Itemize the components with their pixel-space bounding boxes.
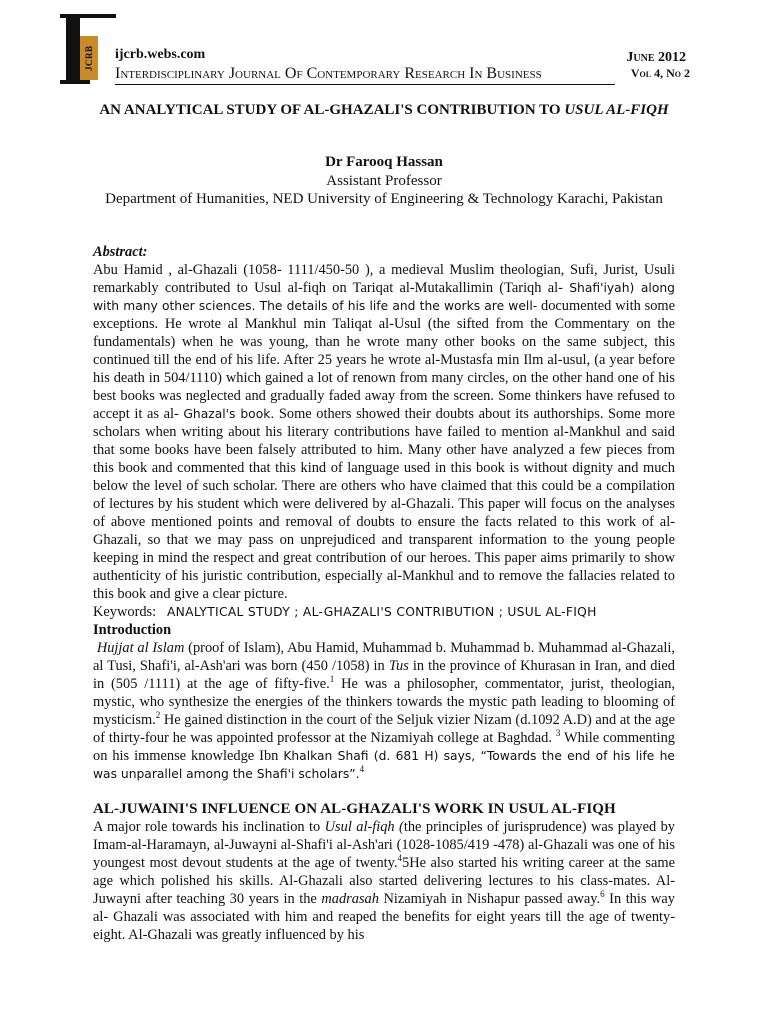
juwaini-text-2: the principles of jurisprudence) was played by Imam-al-Haramayn, al-Juwayni al-Shafi'i al-Ash'ari (1028-1085/419 -478) al-Ghazali was one of his youngest most devout students at the age of twenty. bbox=[93, 819, 675, 871]
section-juwaini-paragraph bbox=[93, 818, 675, 944]
intro-text-2: in the province of Khurasan in Iran, and died in (505 /1111) at the age of fifty-five. bbox=[93, 658, 675, 692]
introduction-paragraph bbox=[93, 639, 675, 783]
footnote-ref-6[interactable]: 6 bbox=[600, 889, 605, 900]
intro-text-5: While commenting on his immense knowledge Ibn bbox=[93, 730, 675, 764]
abstract-heading: Abstract: bbox=[93, 244, 148, 260]
logo-bottom-serif bbox=[60, 80, 90, 84]
author-name: Dr Farooq Hassan bbox=[325, 154, 443, 170]
article-title bbox=[90, 101, 678, 120]
footnote-ref-2[interactable]: 2 bbox=[155, 710, 161, 721]
footnote-ref-4[interactable]: 4 bbox=[359, 764, 365, 775]
intro-text-4: He gained distinction in the court of the Seljuk vizier Nizam (d.1092 A.D) and at the age of thirty-four he was appointed professor at the Nizamiyah college at Baghdad. bbox=[93, 712, 675, 746]
keywords-values: ANALYTICAL STUDY ; AL-GHAZALI'S CONTRIBUTION ; USUL AL-FIQH bbox=[166, 605, 597, 619]
footnote-ref-4b[interactable]: 4 bbox=[397, 853, 402, 864]
logo-letter-i bbox=[66, 14, 80, 84]
juwaini-text-1: A major role towards his inclination to bbox=[93, 819, 325, 835]
abstract-text-1: Abu Hamid , al-Ghazali (1058- 1111/450-50 ), a medieval Muslim theologian, Sufi, Jurist, Usuli remarkably contributed to Usul al-fiqh on Tariqat al-Mutakallimin (Tariqh al- bbox=[93, 262, 675, 296]
logo-wordmark: JCRB bbox=[80, 36, 98, 80]
footnote-ref-3[interactable]: 3 bbox=[555, 728, 561, 739]
abstract-text-1-sans: Shafi'iyah) along with many other sciences. The details of his life and the works are well- bbox=[93, 281, 675, 313]
journal-logo bbox=[60, 14, 116, 84]
section-heading-juwaini: AL-JUWAINI'S INFLUENCE ON AL-GHAZALI'S WORK IN USUL AL-FIQH bbox=[93, 801, 616, 817]
author-role: Assistant Professor bbox=[326, 173, 442, 189]
intro-place-italic: Tus bbox=[388, 658, 409, 674]
intro-text-5-sans: Khalkan Shafi (d. 681 H) says, “Towards the end of his life he was unparallel among the Shafi'i scholars”. bbox=[93, 749, 675, 781]
juwaini-italic-2: madrasah bbox=[321, 891, 379, 907]
issue-date: June 2012 bbox=[626, 50, 686, 65]
article-title-main: AN ANALYTICAL STUDY OF AL-GHAZALI'S CONTRIBUTION TO bbox=[99, 102, 565, 118]
juwaini-text-4: Nizamiyah in Nishapur passed away. bbox=[378, 891, 601, 907]
abstract-text-2: documented with some exceptions. He wrote al Mankhul min Taliqat al-Usul (the sifted from the Commentary on the fundamentals) when he was young, than he wrote many other books on the same subject, this continued till the end of his life. After 25 years he wrote al-Mustasfa min Ilm al-usul, (a year before his death in 504/1110) which gained a lot of renown from many circles, on the other hand one of his best books was neglected and gradually faded away from the screen. Some thinkers have refused to accept it as al- bbox=[93, 298, 675, 422]
intro-lead-italic: Hujjat al Islam bbox=[96, 640, 185, 656]
article-body bbox=[93, 243, 675, 944]
intro-text-3: He was a philosopher, commentator, jurist, theologian, mystic, who synthesize the energies of the thinkers towards the mystic path leading to blooming of mysticism. bbox=[93, 676, 676, 728]
intro-text-1: (proof of Islam), Abu Hamid, Muhammad b. Muhammad b. Muhammad al-Ghazali, al Tusi, Shafi'i, al-Ash'ari was born (450 /1058) in bbox=[93, 640, 675, 674]
abstract-paragraph bbox=[93, 261, 675, 603]
author-department: Department of Humanities, NED University of Engineering & Technology Karachi, Pakistan bbox=[105, 191, 663, 207]
juwaini-text-3: 5He also started his writing career at the same age which polished his skills. Al-Ghazali also started delivering lectures to his class-mates. Al-Juwayni after teaching 30 years in the bbox=[93, 855, 675, 907]
article-title-italic: USUL AL-FIQH bbox=[564, 102, 669, 118]
footnote-ref-1[interactable]: 1 bbox=[329, 674, 335, 685]
keywords-line bbox=[93, 603, 675, 621]
journal-site-url[interactable]: ijcrb.webs.com bbox=[115, 47, 206, 62]
abstract-text-3: Some others showed their doubts about its authorships. Some more scholars when writing about his literary contributions have failed to mention al-Mankhul and said that some books have been falsely attributed to him. Many other have analyzed a few pieces from this book and commented that this kind of language used in this book is without dignity and much below the level of such scholar. There are others who have claimed that this could be a compilation of lectures by his student which were delivered by al-Ghazali. This paper will focus on the analyses of above mentioned points and removal of doubts to ensure the facts related to this work of al-Ghazali, so that we may pass on unprejudiced and transparent information to the young people keeping in mind the respect and great contribution of our heroes. This paper aims primarily to show authenticity of his juristic contribution, especially al-Mankhul and to remove the fallacies related to this book and give a clear picture. bbox=[93, 406, 675, 602]
keywords-label: Keywords: bbox=[93, 604, 157, 620]
abstract-text-2-sans: Ghazal's book. bbox=[183, 407, 275, 421]
introduction-heading: Introduction bbox=[93, 622, 172, 638]
juwaini-italic-1: Usul al-fiqh ( bbox=[324, 819, 404, 835]
journal-name: Interdisciplinary Journal Of Contemporary Research In Business bbox=[115, 65, 615, 85]
issue-volume: Vol 4, No 2 bbox=[630, 66, 690, 80]
juwaini-text-5: In this way al- Ghazali was associated with him and reaped the benefits for eight years till the age of twenty-eight. Al-Ghazali was greatly influenced by his bbox=[93, 891, 675, 943]
